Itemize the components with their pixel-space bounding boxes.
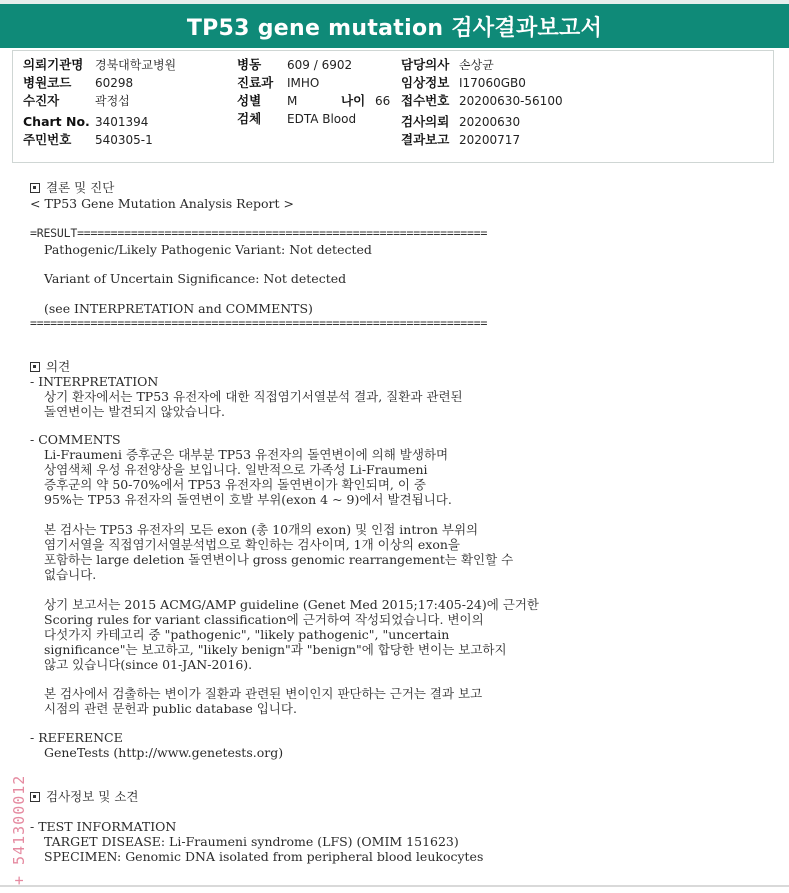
section-conclusion-title: 결론 및 진단 [46,180,115,195]
section-test-info-heading [30,789,138,804]
label-chart-no: Chart No. [23,114,90,129]
comments-line: 시점의 관련 문헌과 public database 입니다. [44,701,297,716]
value-age: 66 [375,94,391,108]
label-clinical-info: 임상정보 [401,75,450,90]
value-chart-no: 3401394 [95,115,149,129]
comments-heading: - COMMENTS [30,432,121,447]
comments-line: 상기 보고서는 2015 ACMG/AMP guideline (Genet Med 2015;17:405-24)에 근거한 [44,597,539,612]
result-pathogenic: Pathogenic/Likely Pathogenic Variant: Not detected [44,242,372,257]
section-square-icon [30,362,40,372]
interpretation-line: 돌연변이는 발견되지 않았습니다. [44,404,225,419]
section-opinion-title: 의견 [46,359,71,374]
value-department: IMHO [287,76,320,90]
patient-info-panel [12,50,774,163]
section-conclusion-heading [30,180,114,195]
comments-line: 본 검사는 TP53 유전자의 모든 exon (총 10개의 exon) 및 인접 intron 부위의 [44,522,479,537]
label-physician: 담당의사 [401,57,450,72]
value-institution: 경북대학교병원 [95,58,177,72]
result-rule-bottom: ==================================================================== [30,316,488,330]
report-body [0,164,789,889]
comments-line: 않고 있습니다(since 01-JAN-2016). [44,657,253,672]
section-test-info-title: 검사정보 및 소견 [46,789,139,804]
comments-line: 염기서열을 직접염기서열분석법으로 확인하는 검사이며, 1개 이상의 exon을 [44,537,460,552]
label-age: 나이 [341,93,366,108]
report-subtitle: < TP53 Gene Mutation Analysis Report > [30,196,294,211]
value-resident-no: 540305-1 [95,133,153,147]
label-sex: 성별 [237,93,262,108]
comments-line: significance"는 보고하고, "likely benign"과 "benign"에 합당한 변이는 보고하지 [44,642,507,657]
comments-line: 증후군의 약 50-70%에서 TP53 유전자의 돌연변이가 확인되며, 이 중 [44,477,426,492]
value-hospital-code: 60298 [95,76,134,90]
comments-line: 없습니다. [44,567,97,582]
result-see-note: (see INTERPRETATION and COMMENTS) [44,301,313,316]
interpretation-line: 상기 환자에서는 TP53 유전자에 대한 직접염기서열분석 결과, 질환과 관련된 [44,389,463,404]
value-sex: M [287,94,298,108]
report-title-bar [0,0,789,48]
barcode-stamp: + 541300012 [10,774,28,885]
section-opinion-heading [30,359,70,374]
label-ward: 병동 [237,57,262,72]
label-patient: 수진자 [23,93,60,108]
comments-line: 본 검사에서 검출하는 변이가 질환과 관련된 변이인지 판단하는 근거는 결과 보고 [44,686,483,701]
value-clinical-info: I17060GB0 [459,76,526,90]
reference-heading: - REFERENCE [30,730,123,745]
label-result-report: 결과보고 [401,132,450,147]
value-result-report: 20200717 [459,133,521,147]
report-title: TP53 gene mutation 검사결과보고서 [186,15,603,41]
page-bottom-divider [0,885,789,887]
comments-line: Li-Fraumeni 증후군은 대부분 TP53 유전자의 돌연변이에 의해 발생하며 [44,447,449,462]
section-square-icon [30,183,40,193]
result-rule-top: =RESULT============================================================= [30,226,488,240]
reference-line: GeneTests (http://www.genetests.org) [44,745,284,760]
result-vus: Variant of Uncertain Significance: Not detected [44,271,347,286]
label-reception-no: 접수번호 [401,93,450,108]
label-hospital-code: 병원코드 [23,75,72,90]
comments-line: 다섯가지 카테고리 중 "pathogenic", "likely pathogenic", "uncertain [44,627,450,642]
test-info-line: TARGET DISEASE: Li-Fraumeni syndrome (LFS) (OMIM 151623) [44,834,459,849]
label-institution: 의뢰기관명 [23,57,84,72]
label-department: 진료과 [237,75,274,90]
test-info-heading: - TEST INFORMATION [30,819,177,834]
value-ward: 609 / 6902 [287,58,353,72]
value-test-request: 20200630 [459,115,521,129]
comments-line: Scoring rules for variant classification에 근거하여 작성되었습니다. 변이의 [44,612,484,627]
label-specimen: 검체 [237,111,262,126]
label-test-request: 검사의뢰 [401,114,450,129]
comments-line: 95%는 TP53 유전자의 돌연변이 호발 부위(exon 4 ~ 9)에서 발견됩니다. [44,492,452,507]
value-specimen: EDTA Blood [287,112,357,126]
test-info-line: SPECIMEN: Genomic DNA isolated from peripheral blood leukocytes [44,849,484,864]
comments-line: 포함하는 large deletion 돌연변이나 gross genomic rearrangement는 확인할 수 [44,552,514,567]
label-resident-no: 주민번호 [23,132,72,147]
value-patient: 곽정섭 [95,94,130,108]
interpretation-heading: - INTERPRETATION [30,374,159,389]
value-physician: 손상균 [459,58,494,72]
value-reception-no: 20200630-56100 [459,94,563,108]
comments-line: 상염색체 우성 유전양상을 보입니다. 일반적으로 가족성 Li-Fraumeni [44,462,428,477]
